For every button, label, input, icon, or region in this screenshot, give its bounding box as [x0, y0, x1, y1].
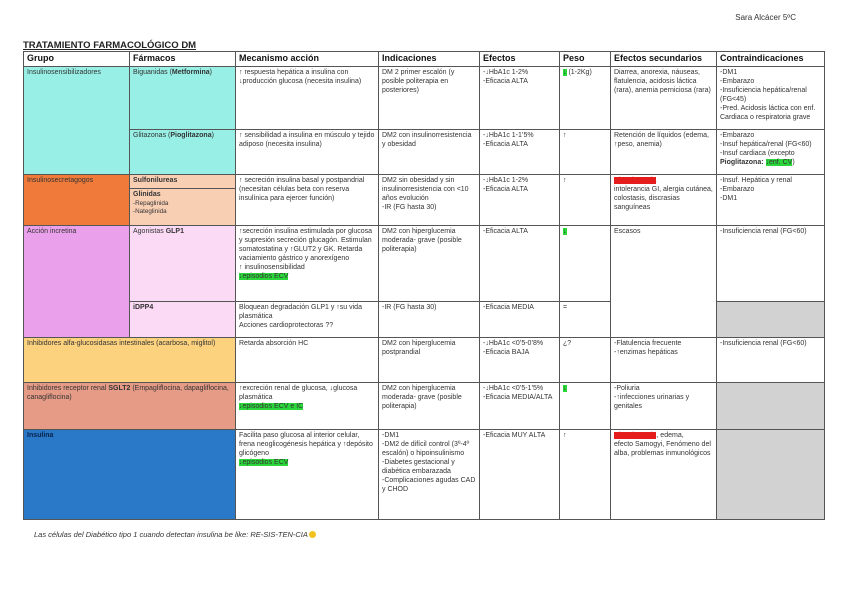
effects-cell: [480, 226, 560, 302]
weight-cell: [560, 383, 611, 430]
header-grupo: Grupo: [24, 52, 130, 67]
contra-highlight: ↓enf. CV: [765, 158, 793, 166]
header-secundarios: Efectos secundarios: [611, 52, 717, 67]
ecv-highlight: ↓episodios ECV: [239, 272, 289, 280]
weight-text: (1-2Kg): [566, 69, 592, 76]
indication-cell: [379, 302, 480, 338]
indication-text: -Diabetes gestacional y diabética embarazada: [382, 458, 455, 475]
indication-text: -IR (FG hasta 30): [382, 304, 437, 311]
group-label: Insulinosensibilizadores: [27, 69, 101, 76]
author-name: Sara Alcácer 5ºC: [735, 13, 796, 22]
contra-line: -Embarazo: [720, 185, 755, 193]
mechanism-text: ↑ respuesta hepática a insulina con ↓producción glucosa (necesita insulina): [239, 69, 362, 85]
drug-suffix: ): [211, 132, 214, 139]
contra-cell: [717, 175, 825, 226]
mechanism-text: ↑ sensibilidad a insulina en músculo y tejido adiposo (necesita insulina): [239, 132, 375, 148]
effect-line: -↓HbA1c 1-2%: [483, 69, 529, 76]
effect-line: -Eficacia ALTA: [483, 77, 528, 85]
indication-text: DM2 con hiperglucemia postprandial: [382, 340, 456, 356]
effects-cell: [480, 67, 560, 130]
side-effects-text: Diarrea, anorexia, náuseas, flatulencia, acidosis láctica (rara), anemia perniciosa (rara): [614, 69, 711, 94]
effect-line: -Eficacia ALTA: [483, 185, 528, 193]
indication-cell: [379, 226, 480, 302]
table-row-biguanidas: [24, 67, 825, 130]
weight-cell: [560, 226, 611, 302]
indication-cell: [379, 175, 480, 226]
contra-cell-empty: [717, 383, 825, 430]
drug-table: [23, 51, 825, 520]
weight-down-icon: ↓: [563, 69, 567, 76]
group-label: Acción incretina: [27, 228, 77, 235]
weight-up-icon: ↑: [563, 177, 567, 184]
contra-line: -Insuf. Hepática y renal: [720, 177, 792, 184]
mechanism-text: ↑ insulinosensibilidad: [239, 263, 305, 271]
weight-unknown: ¿?: [563, 340, 572, 347]
weight-cell: [560, 430, 611, 520]
side-effects-text: , edema,: [656, 432, 684, 439]
effects-cell: [480, 130, 560, 175]
group-cell-insulina: [24, 430, 236, 520]
indication-cell: [379, 130, 480, 175]
side-effects-cell: [611, 338, 717, 383]
mechanism-text: Bloquean degradación GLP1 y ↑su vida plasmática: [239, 304, 362, 320]
indication-cell: [379, 338, 480, 383]
table-row-alfa: [24, 338, 825, 383]
footnote: [34, 530, 316, 539]
mechanism-text: ↑secreción insulina estimulada por glucosa y supresión secreción glucagón. Estimulan somatostatina y ↑GLUT2 y GK. Retarda vaciamiento gástrico y anorexígeno: [239, 228, 373, 262]
drug-sub: -Repaglinida: [133, 199, 169, 207]
contra-line: -Insuf hepática/renal (FG<60): [720, 140, 812, 148]
group-drug: SGLT2: [108, 385, 131, 392]
effect-line: -↓HbA1c <0’5-0’8%: [483, 340, 544, 347]
contra-line: [720, 159, 821, 168]
group-cell-sglt2: [24, 383, 236, 430]
indication-text: DM2 con insulinorresistencia y obesidad: [382, 132, 472, 148]
weight-up-icon: ↑: [563, 132, 567, 139]
effects-cell: [480, 302, 560, 338]
side-effects-text: -Poliuria: [614, 385, 640, 392]
table-row-sglt2: [24, 383, 825, 430]
indication-text: -IR (FG hasta 30): [382, 203, 437, 211]
side-effects-text: -↑infecciones urinarias y genitales: [614, 393, 690, 410]
contra-line: -Insuf cardiaca (excepto: [720, 149, 795, 157]
side-effects-cell: [611, 130, 717, 175]
ecv-highlight: ↓episodios ECV: [239, 458, 289, 466]
weight-cell: [560, 302, 611, 338]
weight-up-icon: ↑: [563, 432, 567, 439]
indication-text: -DM1: [382, 432, 400, 439]
contra-line: -Insuficiencia renal (FG<60): [720, 228, 807, 235]
contra-cell: [717, 226, 825, 302]
contra-drug: Pioglitazona:: [720, 158, 766, 166]
header-contra: Contraindicaciones: [717, 52, 825, 67]
indication-cell: [379, 430, 480, 520]
side-effects-text: Retención de líquidos (edema, ↑peso, anemia): [614, 132, 709, 148]
indication-text: DM2 sin obesidad y sin insulinorresistencia con <10 años evolución: [382, 177, 469, 202]
indication-text: -Complicaciones agudas CAD y CHOD: [382, 476, 476, 493]
ecv-highlight: ↓episodios ECV e IC: [239, 402, 304, 410]
weight-cell: [560, 67, 611, 130]
drug-name: iDPP4: [133, 304, 154, 311]
drug-name: Pioglitazona: [170, 132, 212, 139]
weight-cell: [560, 338, 611, 383]
effect-line: -Eficacia BAJA: [483, 348, 530, 356]
contra-cell: [717, 338, 825, 383]
group-label: Inhibidores alfa-glucosidasas intestinales (acarbosa, miglitol): [27, 340, 216, 347]
header-efectos: Efectos: [480, 52, 560, 67]
weight-cell: [560, 130, 611, 175]
header-row: [24, 52, 825, 67]
contra-cell: [717, 130, 825, 175]
table-row-secretagogos: [24, 175, 825, 226]
group-label: Insulina: [27, 432, 54, 439]
mechanism-text: Facilita paso glucosa al interior celular, frena neoglicogénesis hepática y ↑depósito glicógeno: [239, 432, 373, 457]
side-effects-text: Escasos: [614, 228, 641, 235]
drug-cell: [130, 67, 236, 130]
mechanism-cell: [236, 226, 379, 302]
group-cell-insulinosecretagogos: [24, 175, 130, 226]
drug-prefix: Agonistas: [133, 228, 166, 235]
effect-line: -↓HbA1c 1-1’5%: [483, 132, 534, 139]
contra-line: -Embarazo: [720, 77, 755, 85]
mechanism-text: Retarda absorción HC: [239, 340, 309, 347]
mechanism-cell: [236, 383, 379, 430]
drug-prefix: Biguanidas (: [133, 69, 172, 76]
side-effects-cell: [611, 383, 717, 430]
mechanism-cell: [236, 175, 379, 226]
effect-line: -Eficacia ALTA: [483, 228, 528, 235]
drug-sub: -Nateglinida: [133, 207, 167, 215]
drug-cell: [130, 302, 236, 338]
contra-line: -Embarazo: [720, 132, 755, 139]
mechanism-cell: [236, 302, 379, 338]
header-indicaciones: Indicaciones: [379, 52, 480, 67]
drug-name: Sulfonilureas: [133, 177, 178, 184]
effect-line: -Eficacia MUY ALTA: [483, 432, 546, 439]
group-cell-insulinosensibilizadores: [24, 67, 130, 175]
effects-cell: [480, 383, 560, 430]
side-effects-cell: [611, 67, 717, 130]
side-effects-cell: [611, 226, 717, 338]
group-prefix: Inhibidores receptor renal: [27, 385, 109, 392]
drug-name: Metformina: [171, 69, 210, 76]
contra-line: -Insuficiencia renal (FG<60): [720, 340, 807, 347]
indication-cell: [379, 67, 480, 130]
table-row-glitazonas: [24, 130, 825, 175]
effect-line: -↓HbA1c <0’5-1’5%: [483, 385, 544, 392]
mechanism-text: ↑ secreción insulina basal y postpandrial (necesitan células beta con reserva insulínica para ejercer función): [239, 177, 365, 202]
effects-cell: [480, 430, 560, 520]
contra-line: -Insuficiencia hepática/renal (FG<45): [720, 86, 807, 103]
drug-prefix: Glitazonas (: [133, 132, 171, 139]
effects-cell: [480, 175, 560, 226]
effect-line: -↓HbA1c 1-2%: [483, 177, 529, 184]
hypoglycemia-highlight: Hipoglucemia: [614, 432, 657, 439]
weight-cell: [560, 175, 611, 226]
mechanism-text: ↑excreción renal de glucosa, ↓glucosa plasmática: [239, 385, 358, 401]
side-effects-text: efecto Samogyi, Fenómeno del alba, problemas inmunológicos: [614, 440, 711, 457]
hypoglycemia-highlight: Hipoglucemia: [614, 177, 657, 184]
effect-line: -Eficacia MEDIA: [483, 304, 534, 311]
indication-text: DM 2 primer escalón (y posible politerapia en posteriores): [382, 69, 455, 94]
contra-cell: [717, 67, 825, 130]
header-farmacos: Fármacos: [130, 52, 236, 67]
group-label: Insulinosecretagogos: [27, 177, 94, 184]
drug-cell: [130, 175, 236, 226]
contra-cell-empty: [717, 302, 825, 338]
mechanism-cell: [236, 130, 379, 175]
drug-name: Glinidas: [133, 190, 161, 198]
side-effects-cell: [611, 430, 717, 520]
contra-cell-empty: [717, 430, 825, 520]
mechanism-cell: [236, 430, 379, 520]
side-effects-text: -Flatulencia frecuente: [614, 340, 682, 347]
group-cell-incretina: [24, 226, 130, 338]
indication-cell: [379, 383, 480, 430]
effect-line: -Eficacia ALTA: [483, 140, 528, 148]
indication-text: DM2 con hiperglucemia moderada- grave (posible politerapia): [382, 385, 462, 410]
drug-suffix: ): [209, 69, 212, 76]
side-effects-cell: [611, 175, 717, 226]
effect-line: -Eficacia MEDIA/ALTA: [483, 393, 553, 401]
side-effects-text: intolerancia GI, alergia cutánea, colostasis, discrasias sanguíneas: [614, 185, 713, 211]
mechanism-cell: [236, 338, 379, 383]
indication-text: DM2 con hiperglucemia moderada- grave (posible politerapia): [382, 228, 462, 253]
header-mecanismo: Mecanismo acción: [236, 52, 379, 67]
table-row-insulina: [24, 430, 825, 520]
drug-sulfonilureas: [130, 175, 235, 189]
drug-cell: [130, 130, 236, 175]
emoji-icon: [309, 531, 316, 538]
table-row-glp1: [24, 226, 825, 302]
contra-line: -DM1: [720, 69, 738, 76]
contra-line: -DM1: [720, 194, 738, 202]
header-peso: Peso: [560, 52, 611, 67]
group-suffix: (Empagliflocina, dapagliflocina, canagliflocina): [27, 385, 229, 401]
drug-name: GLP1: [165, 228, 184, 235]
side-effects-text: -↑enzimas hepáticas: [614, 348, 678, 356]
weight-down-icon: ↓: [563, 228, 567, 235]
effects-cell: [480, 338, 560, 383]
weight-down-icon: ↓: [563, 385, 567, 392]
indication-text: -DM2 de difícil control (3º-4º escalón) o hipoinsulinismo: [382, 440, 470, 457]
weight-equal-icon: =: [563, 304, 568, 311]
drug-cell: [130, 226, 236, 302]
drug-glinidas: [130, 189, 235, 218]
contra-line: -Pred. Acidosis láctica con enf. Cardiaca o respiratoria grave: [720, 104, 816, 121]
contra-suffix: ): [792, 158, 795, 166]
mechanism-text: Acciones cardioprotectoras ??: [239, 321, 334, 329]
footnote-text: Las células del Diabético tipo 1 cuando detectan insulina be like: RE-SIS-TEN-CIA: [34, 530, 308, 539]
mechanism-cell: [236, 67, 379, 130]
group-cell-alfa: [24, 338, 236, 383]
page-title: TRATAMIENTO FARMACOLÓGICO DM: [23, 40, 197, 51]
